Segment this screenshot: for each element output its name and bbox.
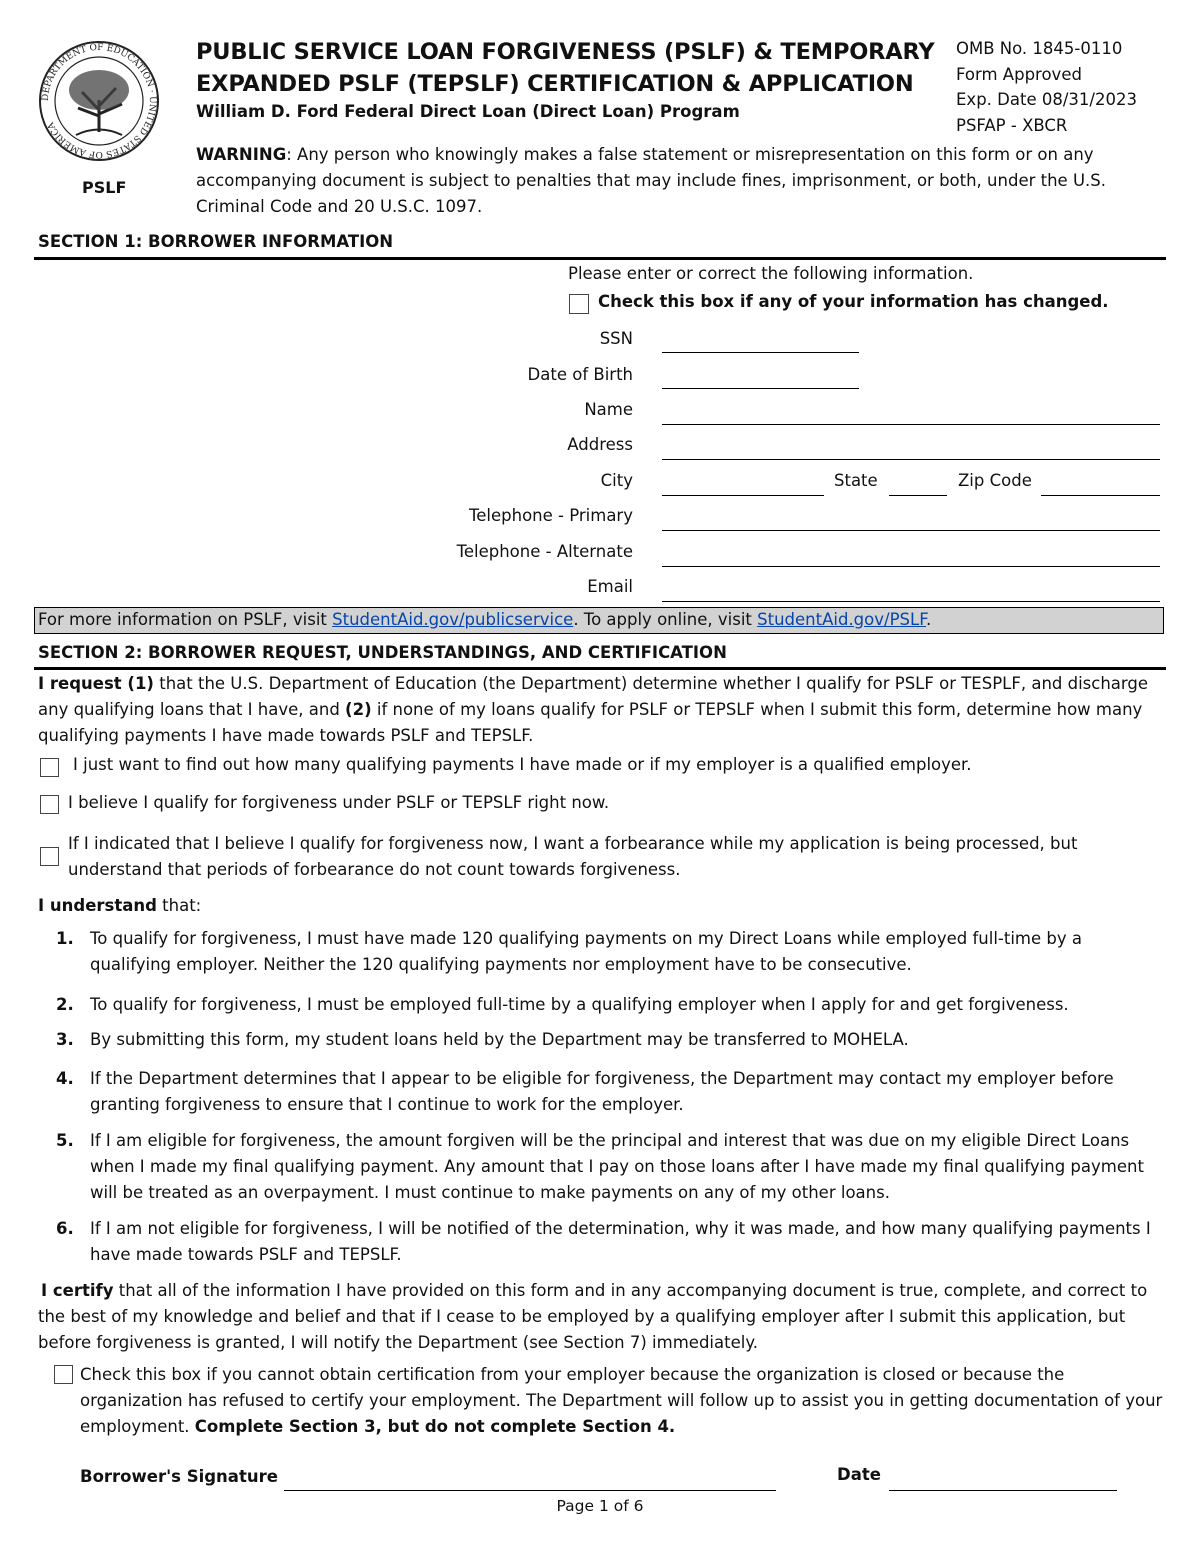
understanding-item-5: If I am eligible for forgiveness, the amount forgiven will be the principal and interest that was due on my eligible Direct Loans when I made my final qualifying payment. Any amount that I pay on those loans after I have made my final qualifying payment will be treated as an overpayment. I must continue to make payments on any of my other loans.: [90, 1131, 1144, 1202]
warning-text: [196, 142, 1156, 220]
dob-field[interactable]: [662, 388, 859, 389]
certify-bold: I certify: [41, 1281, 114, 1300]
state-field[interactable]: [889, 495, 947, 496]
exp-date: Exp. Date 08/31/2023: [956, 90, 1137, 109]
email-field[interactable]: [662, 601, 1160, 602]
pslf-apply-link[interactable]: StudentAid.gov/PSLF: [757, 610, 927, 629]
info-bar-middle: . To apply online, visit: [573, 610, 758, 629]
section1-heading: SECTION 1: BORROWER INFORMATION: [38, 232, 394, 251]
department-of-education-seal: [38, 40, 160, 162]
name-field[interactable]: [662, 424, 1160, 425]
request-paragraph: [38, 671, 1163, 749]
date-field[interactable]: [889, 1490, 1117, 1491]
signature-field[interactable]: [284, 1490, 776, 1491]
item-number-5: 5.: [56, 1131, 74, 1150]
employer-unavailable-bold: Complete Section 3, but do not complete Section 4.: [194, 1417, 676, 1436]
option-forbearance-checkbox[interactable]: [40, 847, 59, 866]
option-forbearance-label: If I indicated that I believe I qualify for forgiveness now, I want a forbearance while my application is being processed, but understand that periods of forbearance do not count towards forgiveness.: [68, 834, 1078, 879]
request-text1: that the U.S. Department of Education (the Department) determine whether I qualify for PSLF or TESPLF, and discharge any qualifying loans that I have, and: [38, 674, 1149, 719]
date-label: Date: [837, 1465, 881, 1484]
option-qualify-now-label: I believe I qualify for forgiveness under PSLF or TEPSLF right now.: [68, 793, 610, 812]
address-field[interactable]: [662, 459, 1160, 460]
section1-instruction: Please enter or correct the following information.: [568, 264, 974, 283]
info-changed-label: Check this box if any of your information has changed.: [598, 292, 1109, 311]
svg-text:DEPARTMENT OF EDUCATION · UNIT: DEPARTMENT OF EDUCATION · UNITED STATES OF AMERICA: [40, 42, 158, 160]
phone-primary-label: Telephone - Primary: [468, 506, 633, 525]
ssn-label: SSN: [599, 329, 633, 348]
request-bold2: (2): [345, 700, 372, 719]
section2-rule: [34, 667, 1166, 670]
employer-unavailable-text: Check this box if you cannot obtain certification from your employer because the organization is closed or because the organization has refused to certify your employment. The Department will follow up to assist you in getting documentation of your employment.: [80, 1365, 1163, 1436]
option-find-out-label: I just want to find out how many qualifying payments I have made or if my employer is a qualified employer.: [73, 755, 972, 774]
item-number-2: 2.: [56, 995, 74, 1014]
dob-label: Date of Birth: [527, 365, 633, 384]
phone-alt-field[interactable]: [662, 566, 1160, 567]
option-qualify-now-checkbox[interactable]: [40, 795, 59, 814]
zip-field[interactable]: [1041, 495, 1160, 496]
phone-alt-label: Telephone - Alternate: [456, 542, 633, 561]
employer-unavailable-label: [80, 1362, 1163, 1440]
form-subtitle: William D. Ford Federal Direct Loan (Direct Loan) Program: [196, 102, 740, 121]
zip-label: Zip Code: [958, 471, 1032, 490]
understand-bold: I understand: [38, 896, 157, 915]
phone-primary-field[interactable]: [662, 530, 1160, 531]
email-label: Email: [587, 577, 633, 596]
option-find-out-checkbox[interactable]: [40, 758, 59, 777]
info-bar-prefix: For more information on PSLF, visit: [38, 610, 333, 629]
form-title-line1: PUBLIC SERVICE LOAN FORGIVENESS (PSLF) & TEMPORARY: [196, 39, 935, 65]
info-bar: [34, 607, 1164, 634]
warning-body: : Any person who knowingly makes a false statement or misrepresentation on this form or on any accompanying document is subject to penalties that may include fines, imprisonment, or both, under the U.S. Criminal Code and 20 U.S.C. 1097.: [196, 145, 1106, 216]
item-number-1: 1.: [56, 929, 74, 948]
item-number-4: 4.: [56, 1069, 74, 1088]
pslf-label: PSLF: [82, 178, 127, 197]
employer-unavailable-checkbox[interactable]: [54, 1365, 73, 1384]
section2-heading: SECTION 2: BORROWER REQUEST, UNDERSTANDINGS, AND CERTIFICATION: [38, 643, 727, 662]
page-number: Page 1 of 6: [556, 1497, 644, 1515]
publicservice-link[interactable]: StudentAid.gov/publicservice: [332, 610, 574, 629]
form-approved: Form Approved: [956, 64, 1082, 84]
address-label: Address: [567, 435, 633, 454]
understanding-item-2: To qualify for forgiveness, I must be employed full-time by a qualifying employer when I apply for and get forgiveness.: [90, 995, 1069, 1014]
form-title-line2: EXPANDED PSLF (TEPSLF) CERTIFICATION & APPLICATION: [196, 71, 914, 97]
omb-info: [956, 36, 1137, 138]
item-number-6: 6.: [56, 1219, 74, 1238]
certify-paragraph: [38, 1278, 1163, 1356]
item-number-3: 3.: [56, 1030, 74, 1049]
request-bold: I request (1): [38, 674, 154, 693]
ssn-field[interactable]: [662, 352, 859, 353]
city-label: City: [600, 471, 633, 490]
certify-text: that all of the information I have provided on this form and in any accompanying document is true, complete, and correct to the best of my knowledge and belief and that if I cease to be employed by a qualifying employer after I submit this application, but before forgiveness is granted, I will notify the Department (see Section 7) immediately.: [38, 1281, 1148, 1352]
form-code: PSFAP - XBCR: [956, 115, 1068, 135]
info-bar-suffix: .: [926, 610, 932, 629]
omb-number: OMB No. 1845-0110: [956, 39, 1123, 58]
understanding-item-6: If I am not eligible for forgiveness, I will be notified of the determination, why it was made, and how many qualifying payments I have made towards PSLF and TEPSLF.: [90, 1219, 1151, 1264]
signature-label: Borrower's Signature: [80, 1467, 278, 1486]
understanding-item-4: If the Department determines that I appear to be eligible for forgiveness, the Department may contact my employer before granting forgiveness to ensure that I continue to work for the employer.: [90, 1069, 1114, 1114]
name-label: Name: [584, 400, 633, 419]
form-title: [196, 36, 935, 100]
section1-rule: [34, 257, 1166, 260]
warning-label: WARNING: [196, 145, 287, 164]
understand-text: that:: [156, 896, 202, 915]
info-changed-checkbox[interactable]: [569, 294, 589, 314]
understanding-item-1: To qualify for forgiveness, I must have made 120 qualifying payments on my Direct Loans while employed full-time by a qualifying employer. Neither the 120 qualifying payments nor employment have to be consecutive.: [90, 929, 1082, 974]
state-label: State: [834, 471, 878, 490]
request-text2: if none of my loans qualify for PSLF or TEPSLF when I submit this form, determine how many qualifying payments I have made towards PSLF and TEPSLF.: [38, 700, 1143, 745]
city-field[interactable]: [662, 495, 824, 496]
understanding-item-3: By submitting this form, my student loans held by the Department may be transferred to MOHELA.: [90, 1030, 909, 1049]
understand-line: [38, 896, 201, 915]
